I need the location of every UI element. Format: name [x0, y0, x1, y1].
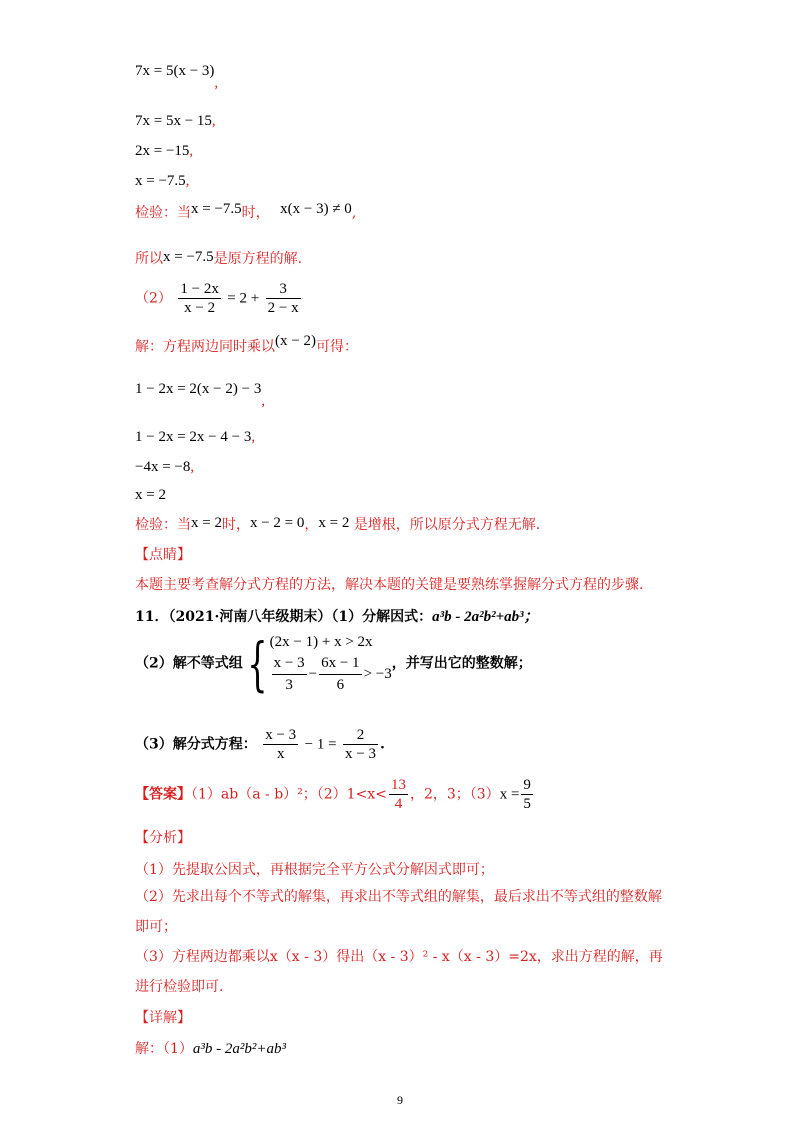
denominator: x: [263, 744, 298, 763]
conclusion-line-1: [135, 250, 302, 268]
analysis-item-1: （1）先提取公因式，再根据完全平方公式分解因式即可；: [135, 862, 494, 878]
fraction: [319, 653, 361, 696]
part-1-label: （1）分解因式：: [331, 609, 433, 625]
denominator: 5: [523, 796, 531, 812]
detail-line-1: [135, 1040, 286, 1058]
numerator: 2: [356, 727, 365, 743]
analysis-item-3: （3）方程两边都乘以x（x - 3）得出（x - 3）² - x（x - 3）=2x，求出方程的解，再进行检验即可.: [135, 949, 663, 995]
equation: 7x = 5x − 15: [135, 113, 212, 129]
check-line-1: 检验：当x = −7.5时， x(x − 3) ≠ 0,: [135, 201, 357, 221]
step-line-6: 1 − 2x = 2x − 4 − 3,: [135, 429, 256, 445]
answer-part-2-rest: ，2，3；（3）: [409, 786, 500, 803]
check-expression: x − 2 = 0: [249, 515, 305, 531]
inequality-system: [270, 632, 392, 696]
fraction: [272, 653, 307, 696]
answer-part-1-2: （1）ab（a - b）²；（2）1<x<: [191, 786, 387, 803]
check-condition: x = −7.5: [191, 201, 242, 217]
equation: x = −7.5: [135, 173, 186, 189]
numerator: 3: [279, 281, 287, 297]
step-line-8: [135, 486, 166, 504]
denominator: 6: [319, 674, 361, 696]
check-value: x = 2: [191, 515, 222, 531]
step-line-1: 7x = 5(x − 3),: [135, 63, 219, 91]
fraction: [343, 726, 378, 763]
page-number: 9: [397, 1093, 403, 1107]
denominator: x − 3: [345, 746, 376, 762]
solution-intro-2: [135, 333, 358, 356]
problem-11-part-3: [135, 726, 385, 763]
equals-part: = 2 +: [227, 290, 260, 307]
part-1-expression: a³b - 2a²b²+ab³；: [432, 609, 539, 625]
detail-heading: 【详解】: [135, 1010, 191, 1026]
check-expression: x(x − 3) ≠ 0: [280, 201, 352, 217]
denominator: 2 − x: [267, 300, 299, 316]
step-line-4: x = −7.5,: [135, 173, 190, 189]
analysis-heading: 【分析】: [135, 830, 191, 846]
numerator: 9: [523, 777, 531, 793]
step-line-3: 2x = −15,: [135, 143, 194, 159]
solution-suffix: 可得：: [315, 339, 358, 355]
dianjing-text: 本题主要考查解分式方程的方法，解决本题的关键是要熟练掌握解分式方程的步骤.: [135, 577, 644, 593]
fraction: [178, 280, 220, 317]
equation: −4x = −8: [135, 459, 191, 475]
step-line-2: 7x = 5x − 15,: [135, 113, 216, 129]
inequality-2: [270, 653, 392, 696]
dianjing-heading: 【点睛】: [135, 547, 191, 563]
equation: x = 2: [135, 487, 166, 503]
numerator: 13: [390, 777, 406, 793]
brace-symbol: {: [247, 630, 268, 698]
numerator: 1 − 2x: [180, 281, 219, 297]
fraction: [389, 776, 408, 813]
root-value: x = 2: [318, 515, 350, 531]
fraction: [266, 280, 301, 317]
check-prefix: 检验：当: [135, 517, 191, 533]
problem-11-part-2: [135, 632, 532, 696]
step-line-5: 1 − 2x = 2(x − 2) − 3,: [135, 381, 266, 409]
denominator: 4: [389, 794, 408, 813]
numerator: 6x − 1: [321, 655, 360, 671]
conclusion-expression: x = −7.5: [163, 249, 214, 265]
period: .: [379, 736, 385, 753]
mid-expression: − 1 =: [304, 736, 337, 753]
conclusion-prefix: 所以: [135, 251, 163, 267]
numerator: x − 3: [273, 655, 305, 671]
problem-part-2-equation: [135, 280, 303, 317]
part-2-suffix: ，并写出它的整数解；: [391, 655, 532, 672]
numerator: x − 3: [265, 727, 297, 743]
rhs: > −3: [363, 665, 392, 682]
part-3-label: （3）解分式方程：: [135, 736, 257, 753]
fraction: [521, 776, 533, 813]
equation: 1 − 2x = 2x − 4 − 3: [135, 429, 252, 445]
check-line-2: [135, 516, 540, 534]
conclusion-suffix: 是原方程的解.: [213, 251, 303, 267]
part-2-label: （2）解不等式组: [135, 655, 243, 672]
analysis-item-2: （2）先求出每个不等式的解集，再求出不等式组的解集，最后求出不等式组的整数解即可；: [135, 889, 662, 935]
minus-sign: −: [308, 665, 318, 682]
detail-expression: a³b - 2a²b²+ab³: [192, 1041, 287, 1057]
answer-line: [135, 776, 535, 813]
check-prefix: 检验：当: [135, 205, 191, 221]
detail-prefix: 解：（1）: [135, 1041, 193, 1057]
part-label: （2）: [135, 290, 172, 307]
check-mid: 时，: [221, 517, 250, 533]
solution-prefix: 解：方程两边同时乘以: [135, 339, 275, 355]
check-mid: 时，: [241, 205, 270, 221]
problem-source: （2021·河南八年级期末）: [168, 609, 332, 625]
denominator: 3: [272, 674, 307, 696]
equation: 2x = −15: [135, 143, 190, 159]
equation: 7x = 5(x − 3): [135, 63, 215, 79]
fraction: [263, 726, 298, 763]
denominator: x − 2: [178, 298, 220, 317]
answer-heading: 【答案】: [135, 786, 191, 803]
separator: ，: [304, 517, 319, 533]
answer-part-3-lhs: x =: [499, 786, 520, 803]
inequality-1: (2x − 1) + x > 2x: [269, 634, 373, 650]
equation: 1 − 2x = 2(x − 2) − 3: [135, 381, 262, 397]
step-line-7: −4x = −8,: [135, 459, 195, 475]
problem-11-header: [135, 608, 539, 626]
check-conclusion: 是增根，所以原分式方程无解.: [349, 517, 541, 533]
problem-number: 11．: [135, 609, 169, 625]
multiplier-expression: (x − 2): [275, 333, 316, 349]
